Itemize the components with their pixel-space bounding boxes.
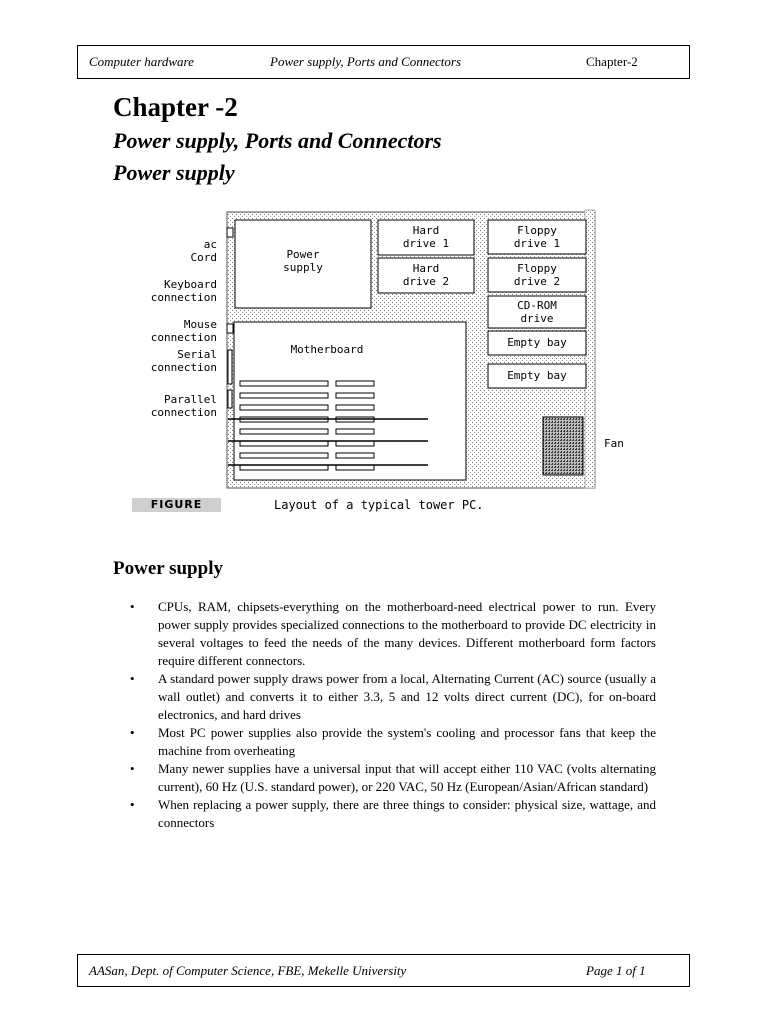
bullet-dot: • (130, 599, 135, 614)
list-item (113, 670, 656, 724)
bullet-dot: • (130, 761, 135, 776)
list-item (113, 760, 656, 796)
cd-rom-label: CD-ROM drive (517, 299, 557, 325)
list-item-text: A standard power supply draws power from a local, Alternating Current (AC) source (usually a wall outlet) and converts it to either 3.3, 5 and 12 volts direct current (DC), for on-board electronics, and hard drives (158, 671, 656, 722)
power-supply-label: Power supply (283, 248, 323, 274)
page-footer (77, 954, 690, 987)
list-item (113, 598, 656, 670)
fan-label: Fan (604, 437, 624, 450)
header-chapter: Chapter-2 (586, 54, 638, 69)
bullet-dot: • (130, 725, 135, 740)
empty-bay-2-label: Empty bay (507, 369, 567, 382)
floppy-drive-1-label: Floppy drive 1 (513, 224, 561, 250)
list-item-text: Many newer supplies have a universal input that will accept either 110 VAC (volts alternating current), 60 Hz (U.S. standard power), or 220 VAC, 50 Hz (European/Asian/African standard) (158, 761, 656, 794)
motherboard-label: Motherboard (290, 343, 364, 356)
keyboard-connection-label: Keyboard connection (150, 278, 217, 304)
list-item-text: CPUs, RAM, chipsets-everything on the motherboard-need electrical power to run. Every power supply provides specialized connections to the motherboard to provide DC electricity in several voltages to feed the needs of the many devices. Different motherboard form factors require different connectors. (158, 599, 656, 668)
floppy-drive-2-label: Floppy drive 2 (513, 262, 561, 288)
list-item (113, 796, 656, 832)
header-course: Computer hardware (89, 54, 194, 69)
bullet-list (113, 598, 656, 832)
tower-pc-figure (128, 206, 624, 518)
bullet-dot: • (130, 797, 135, 812)
ac-cord-label: ac Cord (190, 238, 217, 264)
page-header (77, 45, 690, 79)
fan-box (543, 417, 583, 475)
serial-connection-label: Serial connection (150, 348, 217, 374)
footer-page-number: Page 1 of 1 (586, 963, 646, 978)
list-item-text: Most PC power supplies also provide the system's cooling and processor fans that keep the machine from overheating (158, 725, 656, 758)
section-heading: Power supply (113, 558, 223, 579)
mouse-connection-label: Mouse connection (150, 318, 217, 344)
chapter-title: Chapter -2 (113, 92, 238, 122)
bullet-dot: • (130, 671, 135, 686)
figure-caption: Layout of a typical tower PC. (274, 498, 484, 512)
chapter-subtitle: Power supply, Ports and Connectors (113, 128, 442, 153)
empty-bay-1-label: Empty bay (507, 336, 567, 349)
footer-author: AASan, Dept. of Computer Science, FBE, Mekelle University (89, 963, 407, 978)
figure-tag: FIGURE (132, 498, 221, 512)
header-topic: Power supply, Ports and Connectors (270, 54, 462, 69)
list-item (113, 724, 656, 760)
section-subtitle: Power supply (113, 160, 235, 185)
hard-drive-2-label: Hard drive 2 (402, 262, 450, 288)
parallel-connection-label: Parallel connection (150, 393, 217, 419)
list-item-text: When replacing a power supply, there are three things to consider: physical size, wattage, and connectors (158, 797, 656, 830)
hard-drive-1-label: Hard drive 1 (402, 224, 450, 250)
